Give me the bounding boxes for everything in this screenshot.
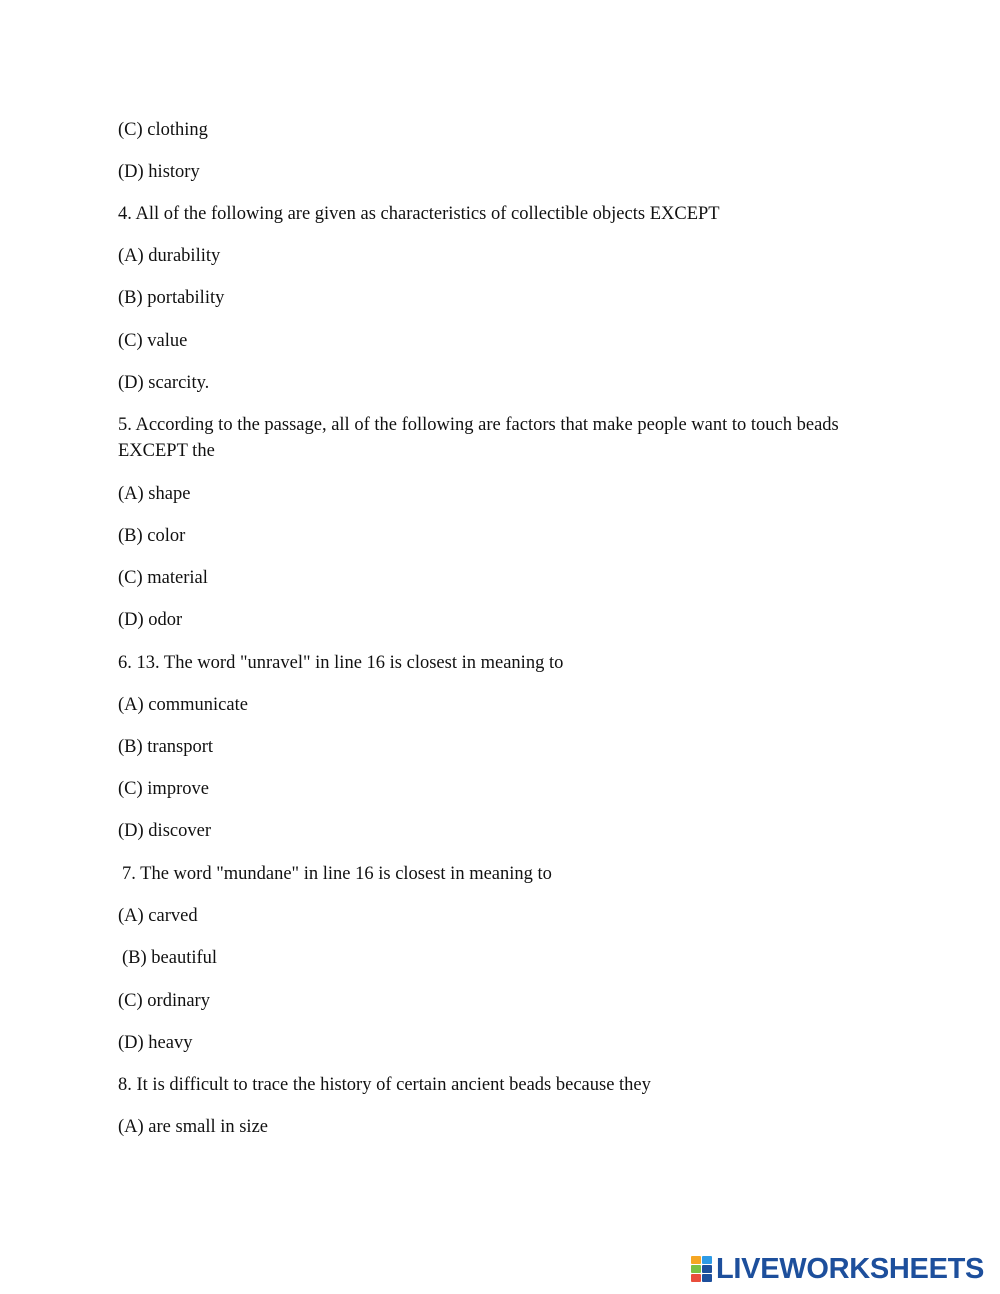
q5-option-d: (D) odor xyxy=(118,610,183,630)
brand-wordmark: LIVEWORKSHEETS xyxy=(716,1252,985,1285)
q6-option-d: (D) discover xyxy=(118,821,211,841)
logo-tile xyxy=(691,1265,701,1273)
q5-option-c: (C) material xyxy=(118,568,208,588)
question-4: 4. All of the following are given as characteristics of collectible objects EXCEPT xyxy=(118,204,720,224)
logo-tile xyxy=(702,1274,712,1282)
q4-option-d: (D) scarcity. xyxy=(118,373,210,393)
logo-tile xyxy=(691,1274,701,1282)
q6-option-c: (C) improve xyxy=(118,779,209,799)
liveworksheets-brand xyxy=(691,1252,984,1286)
q8-option-a: (A) are small in size xyxy=(118,1117,268,1137)
q7-option-a: (A) carved xyxy=(118,906,198,926)
q6-option-a: (A) communicate xyxy=(118,695,248,715)
liveworksheets-logo-icon xyxy=(691,1256,713,1282)
q7-option-c: (C) ordinary xyxy=(118,991,210,1011)
question-7: 7. The word "mundane" in line 16 is closest in meaning to xyxy=(122,864,552,884)
question-8: 8. It is difficult to trace the history of certain ancient beads because they xyxy=(118,1075,651,1095)
option-c-clothing: (C) clothing xyxy=(118,120,208,140)
q5-option-b: (B) color xyxy=(118,526,186,546)
logo-tile xyxy=(702,1265,712,1273)
q6-option-b: (B) transport xyxy=(118,737,214,757)
q4-option-a: (A) durability xyxy=(118,246,221,266)
logo-tile xyxy=(691,1256,701,1264)
question-5: 5. According to the passage, all of the following are factors that make people want to touch beads EXCEPT the xyxy=(118,415,839,461)
q4-option-c: (C) value xyxy=(118,331,188,351)
option-d-history: (D) history xyxy=(118,162,200,182)
q4-option-b: (B) portability xyxy=(118,288,225,308)
logo-tile xyxy=(702,1256,712,1264)
q5-option-a: (A) shape xyxy=(118,484,191,504)
q7-option-b: (B) beautiful xyxy=(122,948,218,968)
question-6: 6. 13. The word "unravel" in line 16 is closest in meaning to xyxy=(118,653,564,673)
q7-option-d: (D) heavy xyxy=(118,1033,193,1053)
